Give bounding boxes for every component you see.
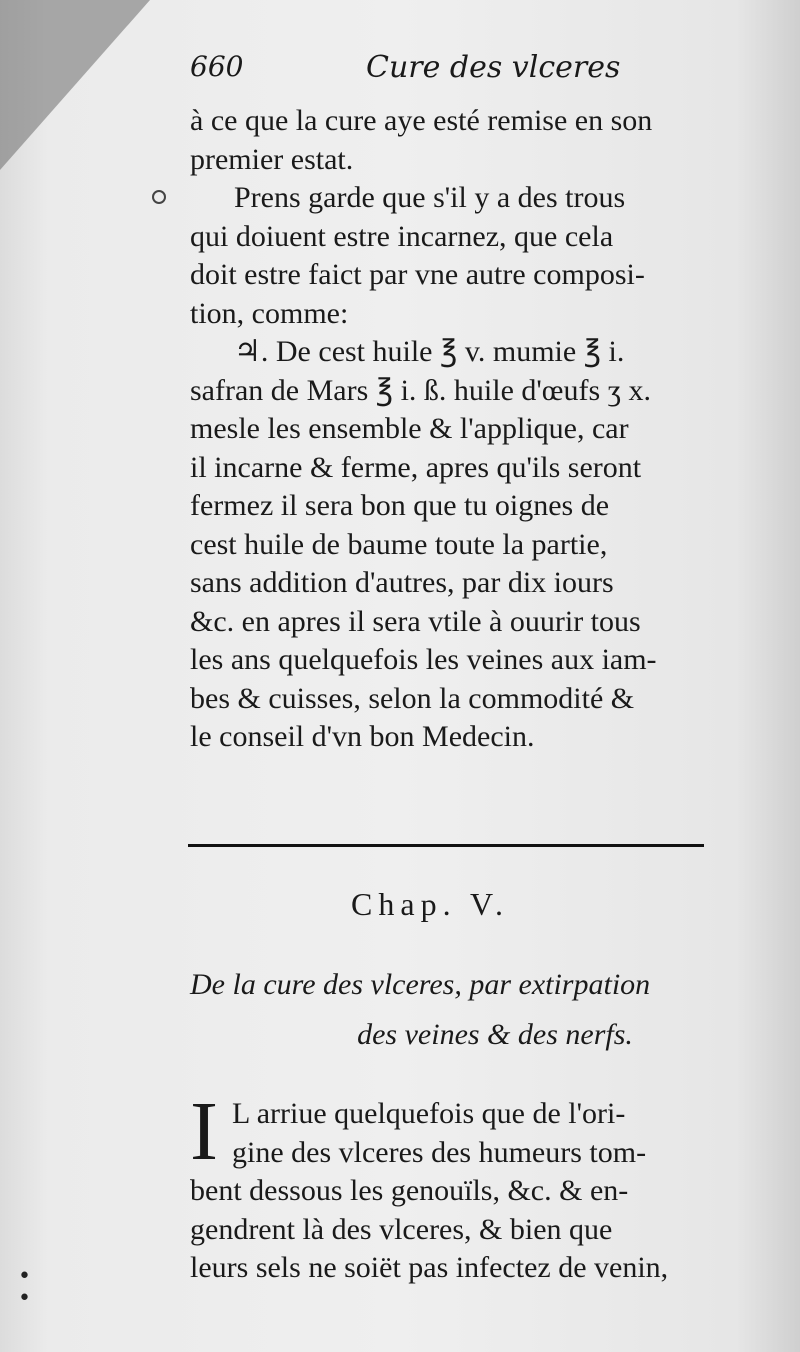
text-line: il incarne & ferme, apres qu'ils seront bbox=[190, 450, 642, 484]
text-line: les ans quelquefois les veines aux iam- bbox=[190, 643, 657, 676]
text-line: Prens garde que s'il y a des trous bbox=[234, 181, 626, 214]
text-line: safran de Mars ℥ i. ß. huile d'œufs ʒ x. bbox=[190, 373, 651, 407]
page-number: 660 bbox=[190, 50, 244, 83]
text-line: leurs sels ne soiët pas infectez de venin, bbox=[190, 1251, 669, 1284]
drop-cap: I bbox=[190, 1085, 218, 1178]
text-line: sans addition d'autres, par dix iours bbox=[190, 566, 614, 599]
section-divider bbox=[188, 844, 704, 847]
margin-mark-icon bbox=[152, 190, 166, 204]
text-line: bent dessous les genouïls, &c. & en- bbox=[190, 1174, 629, 1207]
chapter-paragraph bbox=[190, 1085, 755, 1287]
text-line: fermez il sera bon que tu oignes de bbox=[190, 489, 610, 522]
margin-dots-icon: • • bbox=[18, 1264, 31, 1311]
text-line: mesle les ensemble & l'applique, car bbox=[190, 412, 629, 445]
text-line: bes & cuisses, selon la commodité & bbox=[190, 681, 635, 715]
body-text bbox=[190, 102, 750, 757]
text-line: premier estat. bbox=[190, 142, 354, 176]
text-line: gendrent là des vlceres, & bien que bbox=[190, 1212, 613, 1246]
text-line: qui doiuent estre incarnez, que cela bbox=[190, 219, 614, 253]
page-header bbox=[190, 50, 630, 90]
text-line: à ce que la cure aye esté remise en son bbox=[190, 104, 653, 137]
text-line: le conseil d'vn bon Medecin. bbox=[190, 720, 535, 753]
chapter-heading: Chap. V. bbox=[351, 886, 509, 922]
running-title: Cure des vlceres bbox=[366, 50, 621, 85]
text-line: tion, comme: bbox=[190, 296, 349, 330]
chapter-subtitle bbox=[190, 960, 780, 1060]
text-line: ♃. De cest huile ℥ v. mumie ℥ i. bbox=[234, 335, 625, 368]
subtitle-line: des veines & des nerfs. bbox=[357, 1018, 633, 1051]
text-line: gine des vlceres des humeurs tom- bbox=[232, 1135, 647, 1169]
text-line: cest huile de baume toute la partie, bbox=[190, 527, 608, 561]
torn-corner bbox=[0, 0, 150, 170]
text-line: &c. en apres il sera vtile à ouurir tous bbox=[190, 604, 641, 638]
text-line: doit estre faict par vne autre composi- bbox=[190, 258, 645, 291]
text-line: L arriue quelquefois que de l'ori- bbox=[232, 1097, 626, 1130]
subtitle-line: De la cure des vlceres, par extirpation bbox=[190, 968, 651, 1001]
